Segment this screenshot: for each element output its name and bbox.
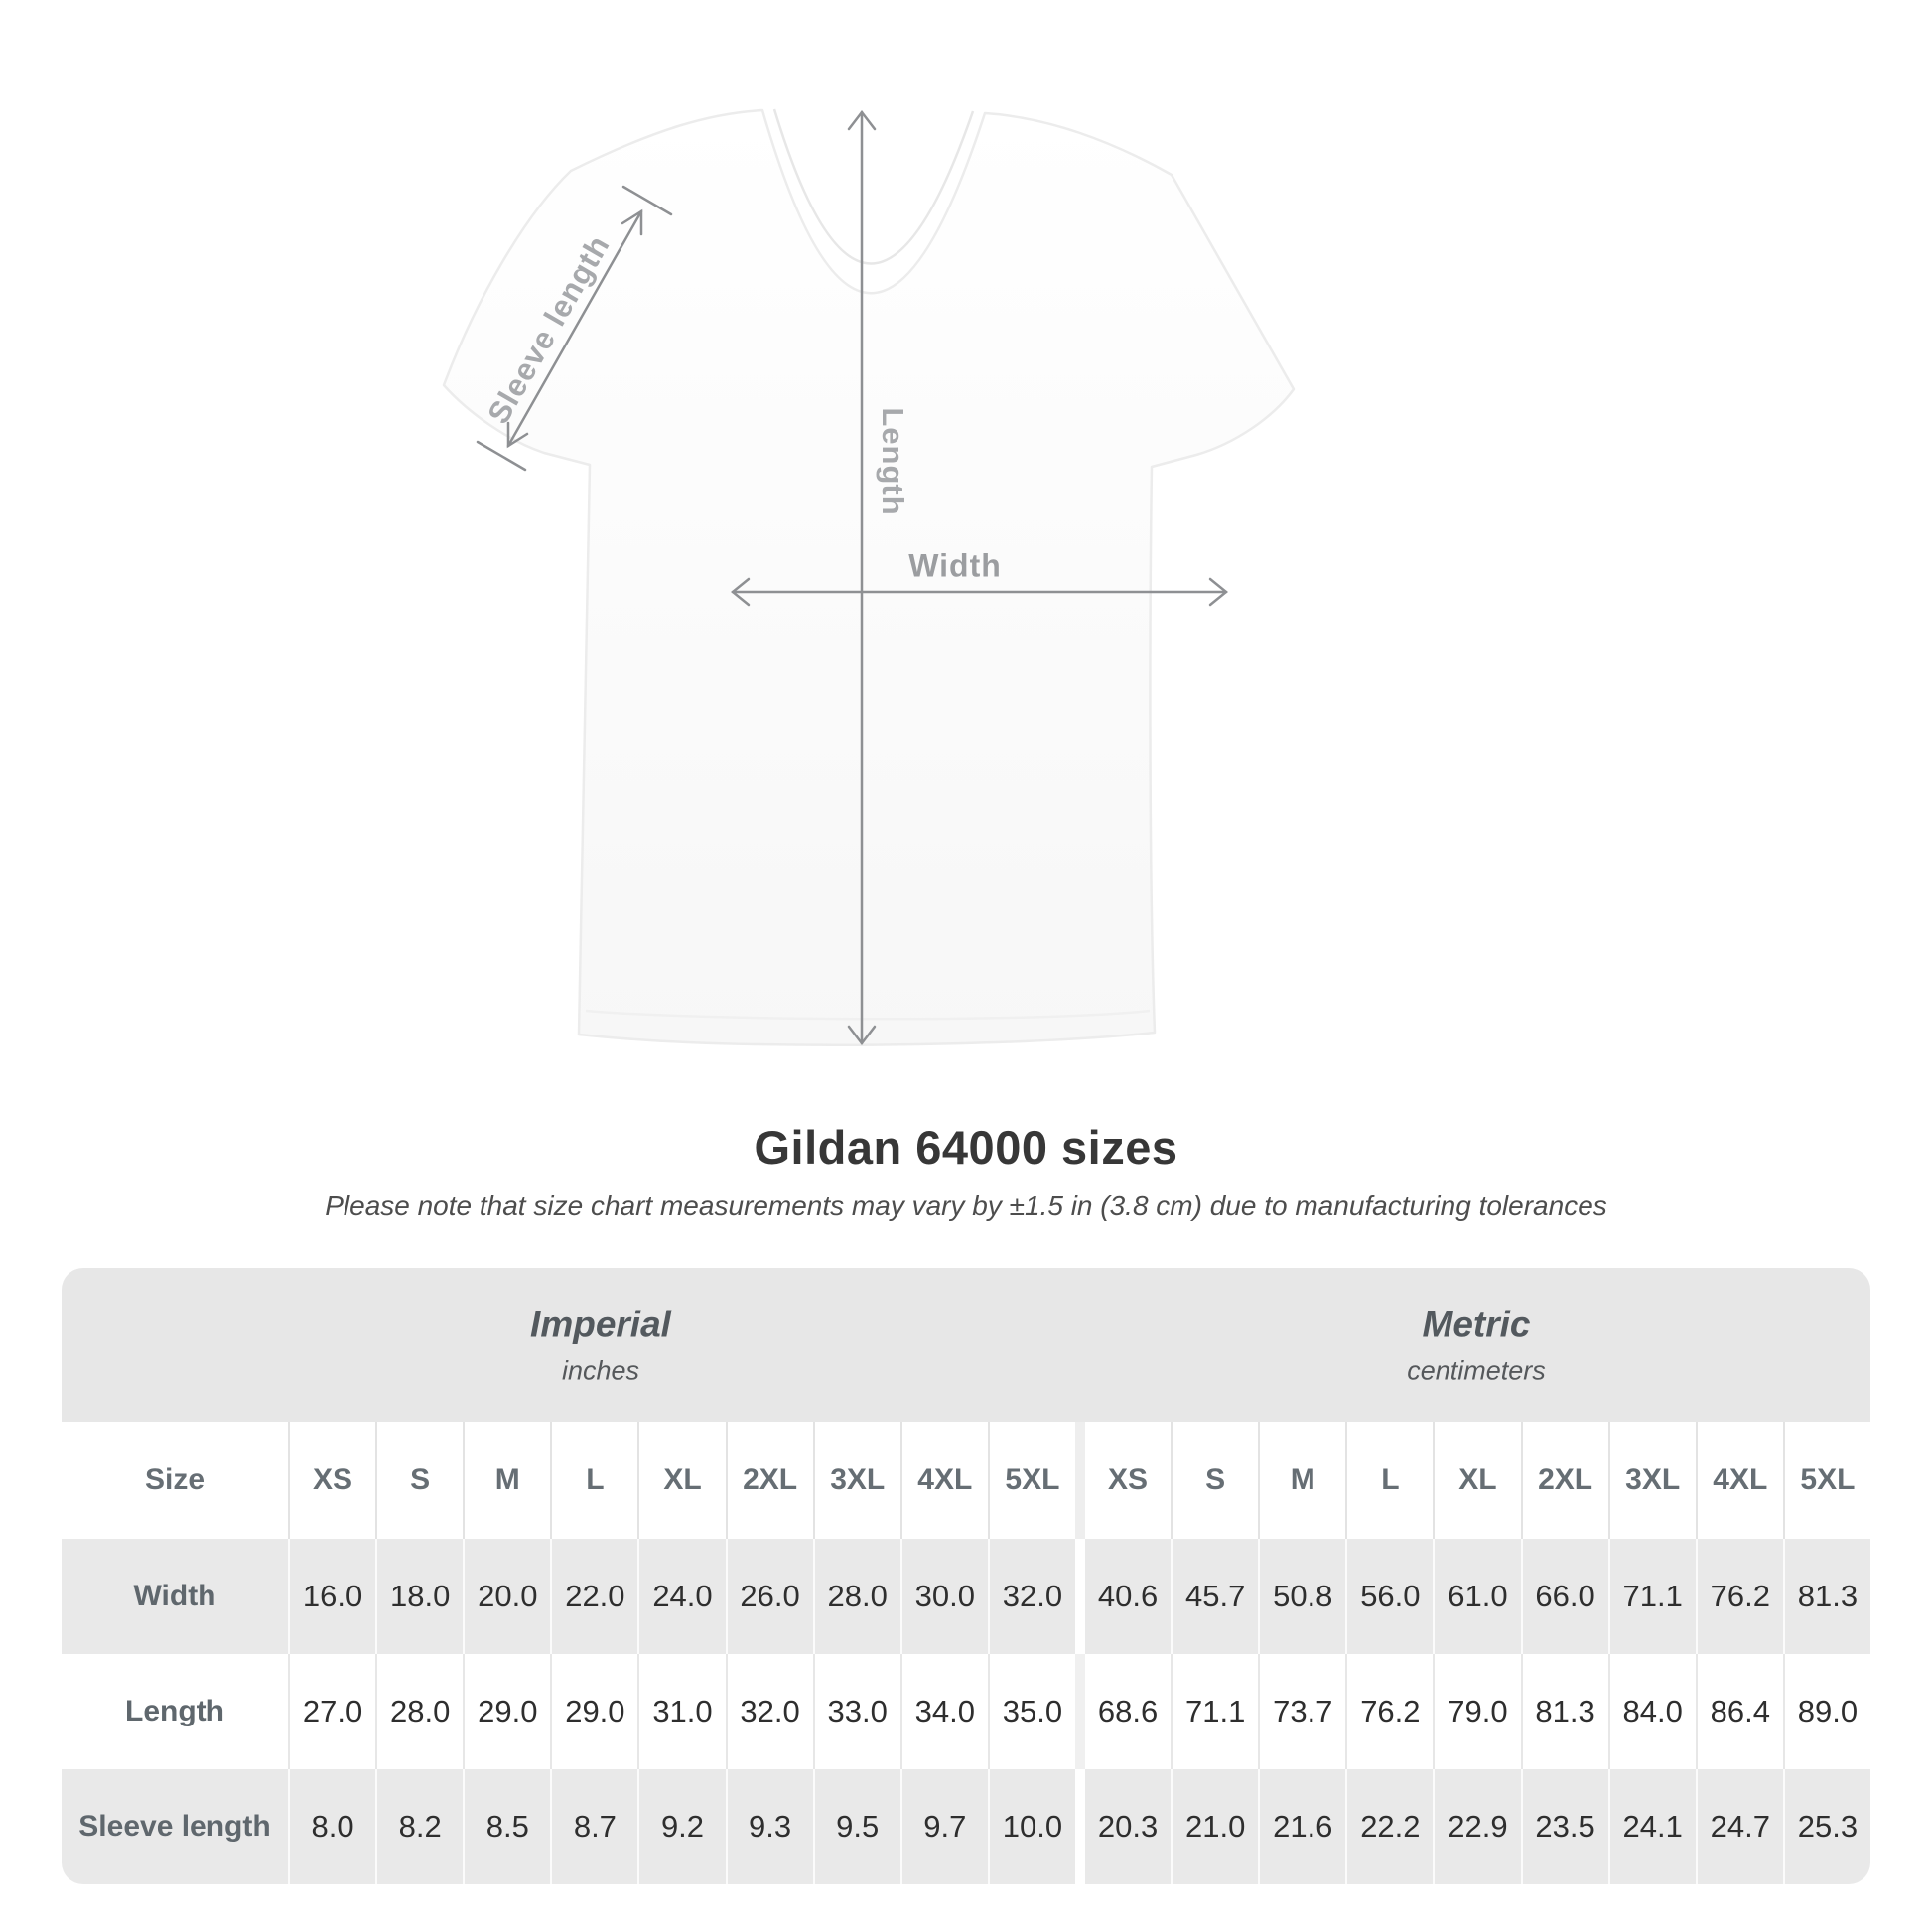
width-value-cell: 30.0 <box>900 1539 988 1654</box>
sleeve-value-cell: 9.7 <box>900 1769 988 1884</box>
width-value-cell: 28.0 <box>813 1539 900 1654</box>
table-row-sleeve-length <box>62 1769 1870 1884</box>
width-value-cell: 22.0 <box>550 1539 637 1654</box>
size-col-header: XS <box>288 1422 375 1539</box>
sleeve-length-label: Sleeve length <box>481 228 617 430</box>
metric-label: Metric <box>1422 1304 1531 1344</box>
sleeve-value-cell: 8.7 <box>550 1769 637 1884</box>
width-value-cell: 56.0 <box>1345 1539 1433 1654</box>
sleeve-value-cell: 22.9 <box>1433 1769 1520 1884</box>
sleeve-value-cell: 23.5 <box>1521 1769 1608 1884</box>
length-value-cell: 81.3 <box>1521 1654 1608 1769</box>
units-header <box>62 1268 1870 1422</box>
width-value-cell: 66.0 <box>1521 1539 1608 1654</box>
heading-block <box>0 1120 1932 1222</box>
length-value-cell: 32.0 <box>726 1654 813 1769</box>
metric-unit: centimeters <box>1407 1355 1546 1385</box>
width-value-cell: 20.0 <box>463 1539 550 1654</box>
sleeve-value-cell: 8.2 <box>375 1769 463 1884</box>
size-col-header: 3XL <box>813 1422 900 1539</box>
size-col-header: L <box>550 1422 637 1539</box>
sleeve-value-cell: 10.0 <box>988 1769 1075 1884</box>
sleeve-value-cell: 24.7 <box>1696 1769 1783 1884</box>
sleeve-value-cell: 24.1 <box>1608 1769 1696 1884</box>
size-col-header: XL <box>637 1422 725 1539</box>
length-value-cell: 68.6 <box>1075 1654 1171 1769</box>
metric-group-header <box>1407 1304 1546 1386</box>
imperial-unit: inches <box>561 1355 640 1385</box>
imperial-group-header <box>530 1304 671 1386</box>
width-value-cell: 26.0 <box>726 1539 813 1654</box>
size-col-header: S <box>375 1422 463 1539</box>
size-col-header: L <box>1345 1422 1433 1539</box>
size-header-row <box>62 1422 1870 1539</box>
length-value-cell: 89.0 <box>1783 1654 1870 1769</box>
sleeve-value-cell: 22.2 <box>1345 1769 1433 1884</box>
sleeve-value-cell: 25.3 <box>1783 1769 1870 1884</box>
width-value-cell: 71.1 <box>1608 1539 1696 1654</box>
length-value-cell: 35.0 <box>988 1654 1075 1769</box>
sleeve-value-cell: 9.5 <box>813 1769 900 1884</box>
tshirt-shape <box>444 109 1294 1045</box>
size-col-header: 3XL <box>1608 1422 1696 1539</box>
length-value-cell: 86.4 <box>1696 1654 1783 1769</box>
imperial-label: Imperial <box>530 1304 671 1344</box>
length-value-cell: 29.0 <box>550 1654 637 1769</box>
length-value-cell: 29.0 <box>463 1654 550 1769</box>
width-value-cell: 81.3 <box>1783 1539 1870 1654</box>
length-value-cell: 28.0 <box>375 1654 463 1769</box>
size-col-header: 5XL <box>1783 1422 1870 1539</box>
sleeve-value-cell: 20.3 <box>1075 1769 1171 1884</box>
size-header-label: Size <box>144 1463 206 1496</box>
tolerance-note: Please note that size chart measurements may vary by ±1.5 in (3.8 cm) due to manufacturing tolerances <box>325 1190 1607 1221</box>
row-label: Sleeve length <box>78 1810 271 1843</box>
length-value-cell: 27.0 <box>288 1654 375 1769</box>
size-col-header: S <box>1171 1422 1258 1539</box>
width-value-cell: 16.0 <box>288 1539 375 1654</box>
size-chart-table <box>62 1268 1870 1884</box>
size-col-header: 5XL <box>988 1422 1075 1539</box>
table-row-width <box>62 1539 1870 1654</box>
length-value-cell: 71.1 <box>1171 1654 1258 1769</box>
size-col-header: 4XL <box>1696 1422 1783 1539</box>
size-col-header: XL <box>1433 1422 1520 1539</box>
length-value-cell: 34.0 <box>900 1654 988 1769</box>
row-label: Length <box>125 1695 224 1727</box>
size-col-header: 2XL <box>1521 1422 1608 1539</box>
length-value-cell: 33.0 <box>813 1654 900 1769</box>
size-col-header: M <box>463 1422 550 1539</box>
width-value-cell: 45.7 <box>1171 1539 1258 1654</box>
sleeve-value-cell: 9.3 <box>726 1769 813 1884</box>
width-value-cell: 76.2 <box>1696 1539 1783 1654</box>
length-value-cell: 76.2 <box>1345 1654 1433 1769</box>
width-value-cell: 40.6 <box>1075 1539 1171 1654</box>
sleeve-value-cell: 9.2 <box>637 1769 725 1884</box>
page-title: Gildan 64000 sizes <box>754 1121 1178 1173</box>
width-value-cell: 18.0 <box>375 1539 463 1654</box>
size-col-header: M <box>1258 1422 1345 1539</box>
sleeve-value-cell: 21.6 <box>1258 1769 1345 1884</box>
table-row-length <box>62 1654 1870 1769</box>
size-col-header: XS <box>1075 1422 1171 1539</box>
sleeve-value-cell: 8.5 <box>463 1769 550 1884</box>
length-value-cell: 31.0 <box>637 1654 725 1769</box>
sleeve-value-cell: 21.0 <box>1171 1769 1258 1884</box>
length-value-cell: 73.7 <box>1258 1654 1345 1769</box>
width-label: Width <box>908 547 1002 584</box>
width-value-cell: 32.0 <box>988 1539 1075 1654</box>
length-value-cell: 79.0 <box>1433 1654 1520 1769</box>
length-value-cell: 84.0 <box>1608 1654 1696 1769</box>
size-col-header: 2XL <box>726 1422 813 1539</box>
width-value-cell: 24.0 <box>637 1539 725 1654</box>
sleeve-value-cell: 8.0 <box>288 1769 375 1884</box>
length-label: Length <box>876 407 910 516</box>
size-col-header: 4XL <box>900 1422 988 1539</box>
width-value-cell: 50.8 <box>1258 1539 1345 1654</box>
width-value-cell: 61.0 <box>1433 1539 1520 1654</box>
row-label: Width <box>133 1580 216 1612</box>
